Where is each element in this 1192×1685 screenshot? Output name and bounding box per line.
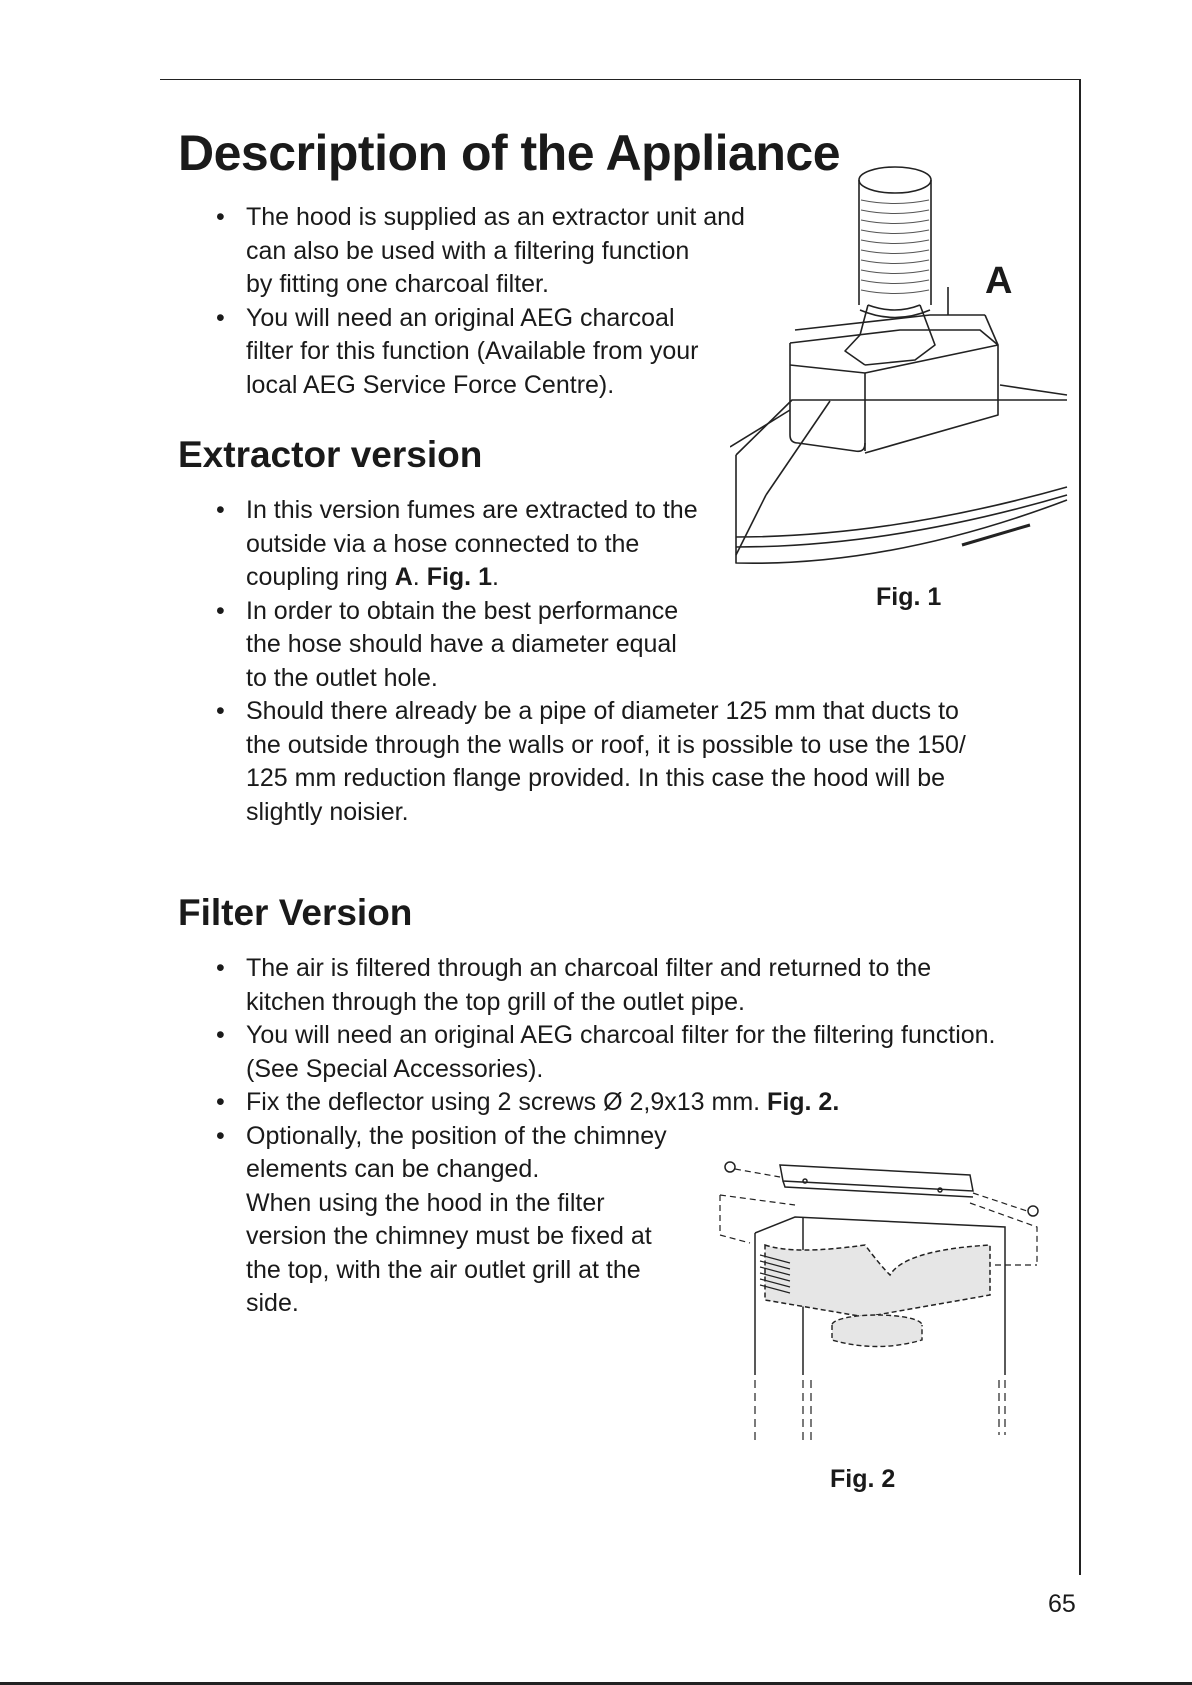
extractor-heading: Extractor version <box>178 434 483 475</box>
fig1-label-a: A <box>985 260 1013 302</box>
list-item: • The air is filtered through an charcoal filter and returned to the kitchen through the top grill of the outlet pipe. <box>212 952 996 1019</box>
filter-heading: Filter Version <box>178 892 413 933</box>
list-item: • Optionally, the position of the chimney elements can be changed. When using the hood in the filter version the chimney must be fixed at the top, with the air outlet grill at the side. <box>212 1120 996 1321</box>
list-item: • Should there already be a pipe of diameter 125 mm that ducts to the outside through the walls or roof, it is possible to use the 150/ 125 mm reduction flange provided. In this case the hood will be slightly noisier. <box>212 695 966 829</box>
fig2-caption: Fig. 2 <box>830 1465 896 1493</box>
top-rule <box>160 79 1080 80</box>
list-item: • You will need an original AEG charcoal filter for this function (Available from your local AEG Service Force Centre). <box>212 302 745 403</box>
right-rule <box>1079 79 1081 1575</box>
list-item: • In this version fumes are extracted to the outside via a hose connected to the coupling ring A. Fig. 1. <box>212 494 966 595</box>
intro-list <box>212 201 745 402</box>
list-item: • Fix the deflector using 2 screws Ø 2,9x13 mm. Fig. 2. <box>212 1086 996 1120</box>
page-number: 65 <box>1048 1590 1076 1618</box>
page-title: Description of the Appliance <box>178 125 841 181</box>
list-item: • The hood is supplied as an extractor unit and can also be used with a filtering function by fitting one charcoal filter. <box>212 201 745 302</box>
fig1-caption: Fig. 1 <box>876 583 942 611</box>
list-item: • In order to obtain the best performance the hose should have a diameter equal to the outlet hole. <box>212 595 966 696</box>
list-item: • You will need an original AEG charcoal filter for the filtering function. (See Special Accessories). <box>212 1019 996 1086</box>
fig2-deflector-illustration <box>715 1155 1045 1450</box>
fig1-hood-illustration <box>730 165 1075 575</box>
